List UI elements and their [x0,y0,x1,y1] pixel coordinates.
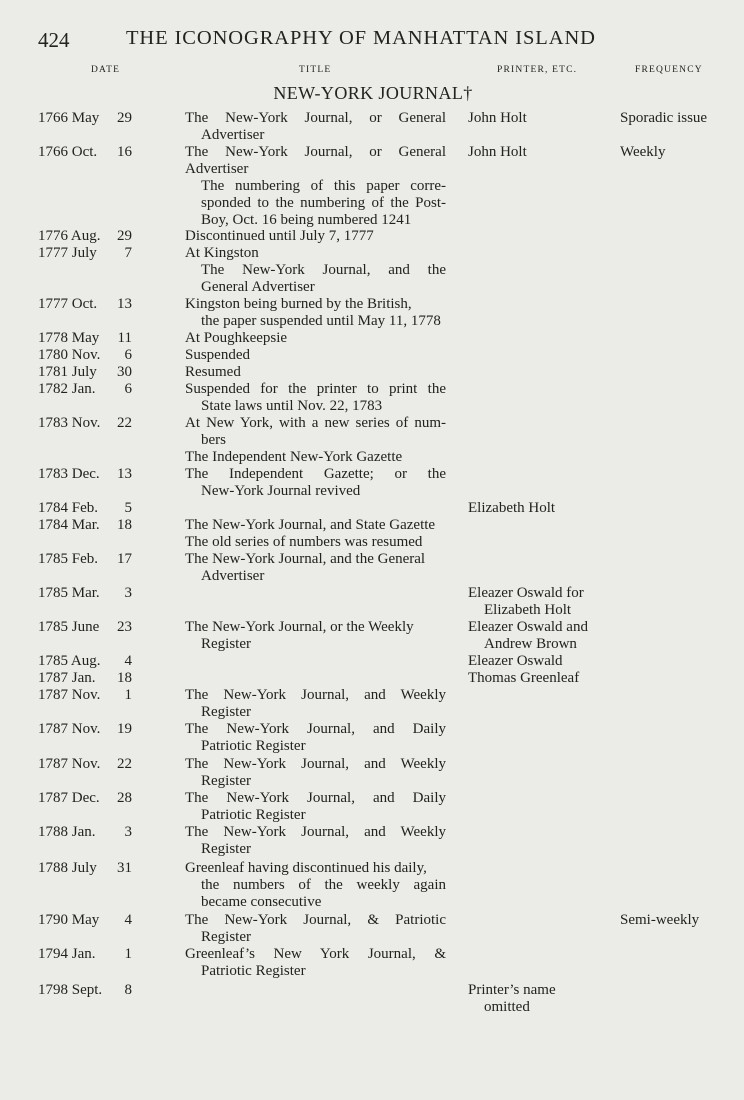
entry-date-month: 1777 July [38,245,97,261]
entry-title [185,687,446,721]
entry-printer-line: Printer’s name [468,982,556,998]
entry-printer [468,144,618,161]
entry-title-line: the paper suspended until May 11, 1778 [201,313,441,329]
entry-title [185,466,446,500]
entry-date-month: 1766 Oct. [38,144,98,160]
entry-date-month: 1777 Oct. [38,296,98,312]
entry-title [185,364,446,381]
section-title-text: NEW-YORK JOURNAL† [273,83,473,103]
entry-date-month: 1785 Feb. [38,551,98,567]
section-title [0,83,744,104]
entry-date-day: 3 [124,824,132,840]
entry-printer-line: John Holt [468,110,527,126]
entry-date-day: 22 [117,756,132,772]
entry-date-day: 29 [117,228,132,244]
entry-printer [468,670,618,687]
column-header-frequency: FREQUENCY [635,65,703,75]
entry-title-line: the numbers of the weekly again [201,877,446,893]
entry-title-line: The New-York Journal, and the [201,262,446,278]
entry-title [185,228,446,245]
entry-date-day: 4 [124,653,132,669]
entry-title-line: Greenleaf having discontinued his daily, [185,860,427,876]
entry-title-line: bers [201,432,226,448]
entry-printer [468,585,618,619]
entry-title-line: New-York Journal revived [201,483,361,499]
entry-date-day: 29 [117,110,132,126]
entry-date-day: 17 [117,551,132,567]
entry-date-month: 1784 Feb. [38,500,98,516]
entry-date-day: 6 [124,381,132,397]
entry-frequency: Sporadic issue [620,110,708,126]
entry-title-line: sponded to the numbering of the Post- [201,195,446,211]
entry-title-line: Discontinued until July 7, 1777 [185,228,374,244]
entry-date-day: 7 [124,245,132,261]
entry-title [185,347,446,364]
entry-date-day: 30 [117,364,132,380]
entry-title [185,296,475,330]
entry-title-line: The numbering of this paper corre- [201,178,446,194]
entry-date-month: 1785 June [38,619,100,635]
entry-title-line: The New-York Journal, and Daily [185,721,446,737]
entry-date-month: 1790 May [38,912,100,928]
entry-date-month: 1785 Aug. [38,653,101,669]
entry-title-line: Suspended for the printer to print the [185,381,446,397]
entry-title-line: The New-York Journal, and Weekly [185,824,446,840]
entry-title [185,330,446,347]
entry-title-line: The Independent Gazette; or the [185,466,446,482]
entry-title [185,415,446,466]
entry-date-month: 1798 Sept. [38,982,103,998]
entry-title-line: The Independent New-York Gazette [185,449,403,465]
entry-printer-line: omitted [484,999,530,1015]
entry-date-month: 1787 Jan. [38,670,96,686]
entry-title [185,756,446,790]
entry-date-month: 1784 Mar. [38,517,100,533]
entry-title-line: At New York, with a new series of num- [185,415,446,431]
entry-date-month: 1783 Dec. [38,466,100,482]
entry-printer-line: Eleazer Oswald and [468,619,588,635]
entry-title-line: Register [201,929,251,945]
entry-printer-line: Thomas Greenleaf [468,670,580,686]
entry-date-month: 1794 Jan. [38,946,96,962]
entry-title-line: Patriotic Register [201,807,306,823]
entry-date-month: 1788 July [38,860,97,876]
entry-frequency: Semi-weekly [620,912,700,928]
entry-title-line: Register [201,773,251,789]
running-title: THE ICONOGRAPHY OF MANHATTAN ISLAND [126,27,596,49]
entry-title [185,245,446,296]
entry-date-day: 28 [117,790,132,806]
entry-title [185,517,475,551]
entry-title-line: Boy, Oct. 16 being numbered 1241 [201,212,412,228]
entry-title [185,381,446,415]
entry-title-line: Kingston being burned by the British, [185,296,412,312]
entry-date-month: 1787 Nov. [38,721,101,737]
entry-title-line: General Advertiser [201,279,315,295]
entry-title-line: At Poughkeepsie [185,330,288,346]
entry-date-month: 1778 May [38,330,100,346]
entry-date-day: 13 [117,466,132,482]
entry-date-month: 1766 May [38,110,100,126]
entry-title-line: Register [201,704,251,720]
entry-date-month: 1780 Nov. [38,347,101,363]
column-header-printer: PRINTER, ETC. [497,65,578,75]
entry-date-day: 23 [117,619,132,635]
entry-title-line: At Kingston [185,245,259,261]
entry-date-month: 1787 Nov. [38,756,101,772]
entry-title-line: Advertiser [185,161,249,177]
entry-title-line: Patriotic Register [201,738,306,754]
entry-title [185,946,446,980]
entry-date-day: 13 [117,296,132,312]
entry-date-month: 1776 Aug. [38,228,101,244]
entry-title-line: Resumed [185,364,241,380]
page-number: 424 [38,28,70,52]
entry-printer [468,110,618,127]
entry-printer-line: Elizabeth Holt [468,500,556,516]
entry-date-day: 4 [124,912,132,928]
entry-date-day: 16 [117,144,132,160]
entry-title-line: The New-York Journal, & Patriotic [185,912,446,928]
entry-date-month: 1783 Nov. [38,415,101,431]
entry-title-line: Register [201,636,251,652]
entry-printer-line: Eleazer Oswald for [468,585,584,601]
entry-date-month: 1785 Mar. [38,585,100,601]
entry-date-day: 18 [117,517,132,533]
entry-title-line: The New-York Journal, or General [185,110,446,126]
entry-frequency: Weekly [620,144,666,160]
entry-title-line: The New-York Journal, and the General [185,551,426,567]
entry-title-line: Advertiser [201,568,265,584]
entry-title-line: Greenleaf’s New York Journal, & [185,946,446,962]
entry-date-month: 1787 Nov. [38,687,101,703]
entry-printer [468,619,618,653]
column-header-title: TITLE [299,65,332,75]
entry-title [185,860,446,911]
entry-title [185,912,446,946]
entry-date-day: 18 [117,670,132,686]
column-header-date: DATE [91,65,121,75]
entry-date-month: 1787 Dec. [38,790,100,806]
entry-title-line: The New-York Journal, or General [185,144,446,160]
entry-title [185,721,446,755]
entry-title-line: Patriotic Register [201,963,306,979]
entry-date-day: 8 [124,982,132,998]
entry-title-line: became consecutive [201,894,322,910]
entry-printer [468,500,618,517]
entry-title [185,790,446,824]
entry-title-line: The old series of numbers was resumed [185,534,423,550]
entry-title [185,824,446,858]
entry-title-line: Register [201,841,251,857]
entry-printer-line: Eleazer Oswald [468,653,563,669]
entry-title [185,110,446,144]
entry-printer-line: Elizabeth Holt [484,602,572,618]
entry-date-month: 1781 July [38,364,97,380]
entry-title-line: The New-York Journal, and Daily [185,790,446,806]
entry-date-day: 1 [124,946,132,962]
entry-date-month: 1788 Jan. [38,824,96,840]
entry-date-day: 11 [117,330,132,346]
entry-printer [468,653,618,670]
entry-date-day: 5 [124,500,132,516]
entry-date-day: 19 [117,721,132,737]
entry-printer-line: John Holt [468,144,527,160]
entry-date-month: 1782 Jan. [38,381,96,397]
entry-title [185,551,446,585]
entry-printer [468,982,618,1016]
entry-title-line: The New-York Journal, and State Gazette [185,517,436,533]
entry-date-day: 31 [117,860,132,876]
entry-title-line: Advertiser [201,127,265,143]
entry-date-day: 1 [124,687,132,703]
entry-title-line: The New-York Journal, and Weekly [185,687,446,703]
entry-title [185,144,446,229]
entry-printer-line: Andrew Brown [484,636,577,652]
entry-title [185,619,446,653]
entry-date-day: 22 [117,415,132,431]
entry-title-line: The New-York Journal, and Weekly [185,756,446,772]
entry-title-line: Suspended [185,347,250,363]
entry-date-day: 6 [124,347,132,363]
entry-date-day: 3 [124,585,132,601]
entry-title-line: The New-York Journal, or the Weekly [185,619,414,635]
entry-title-line: State laws until Nov. 22, 1783 [201,398,383,414]
